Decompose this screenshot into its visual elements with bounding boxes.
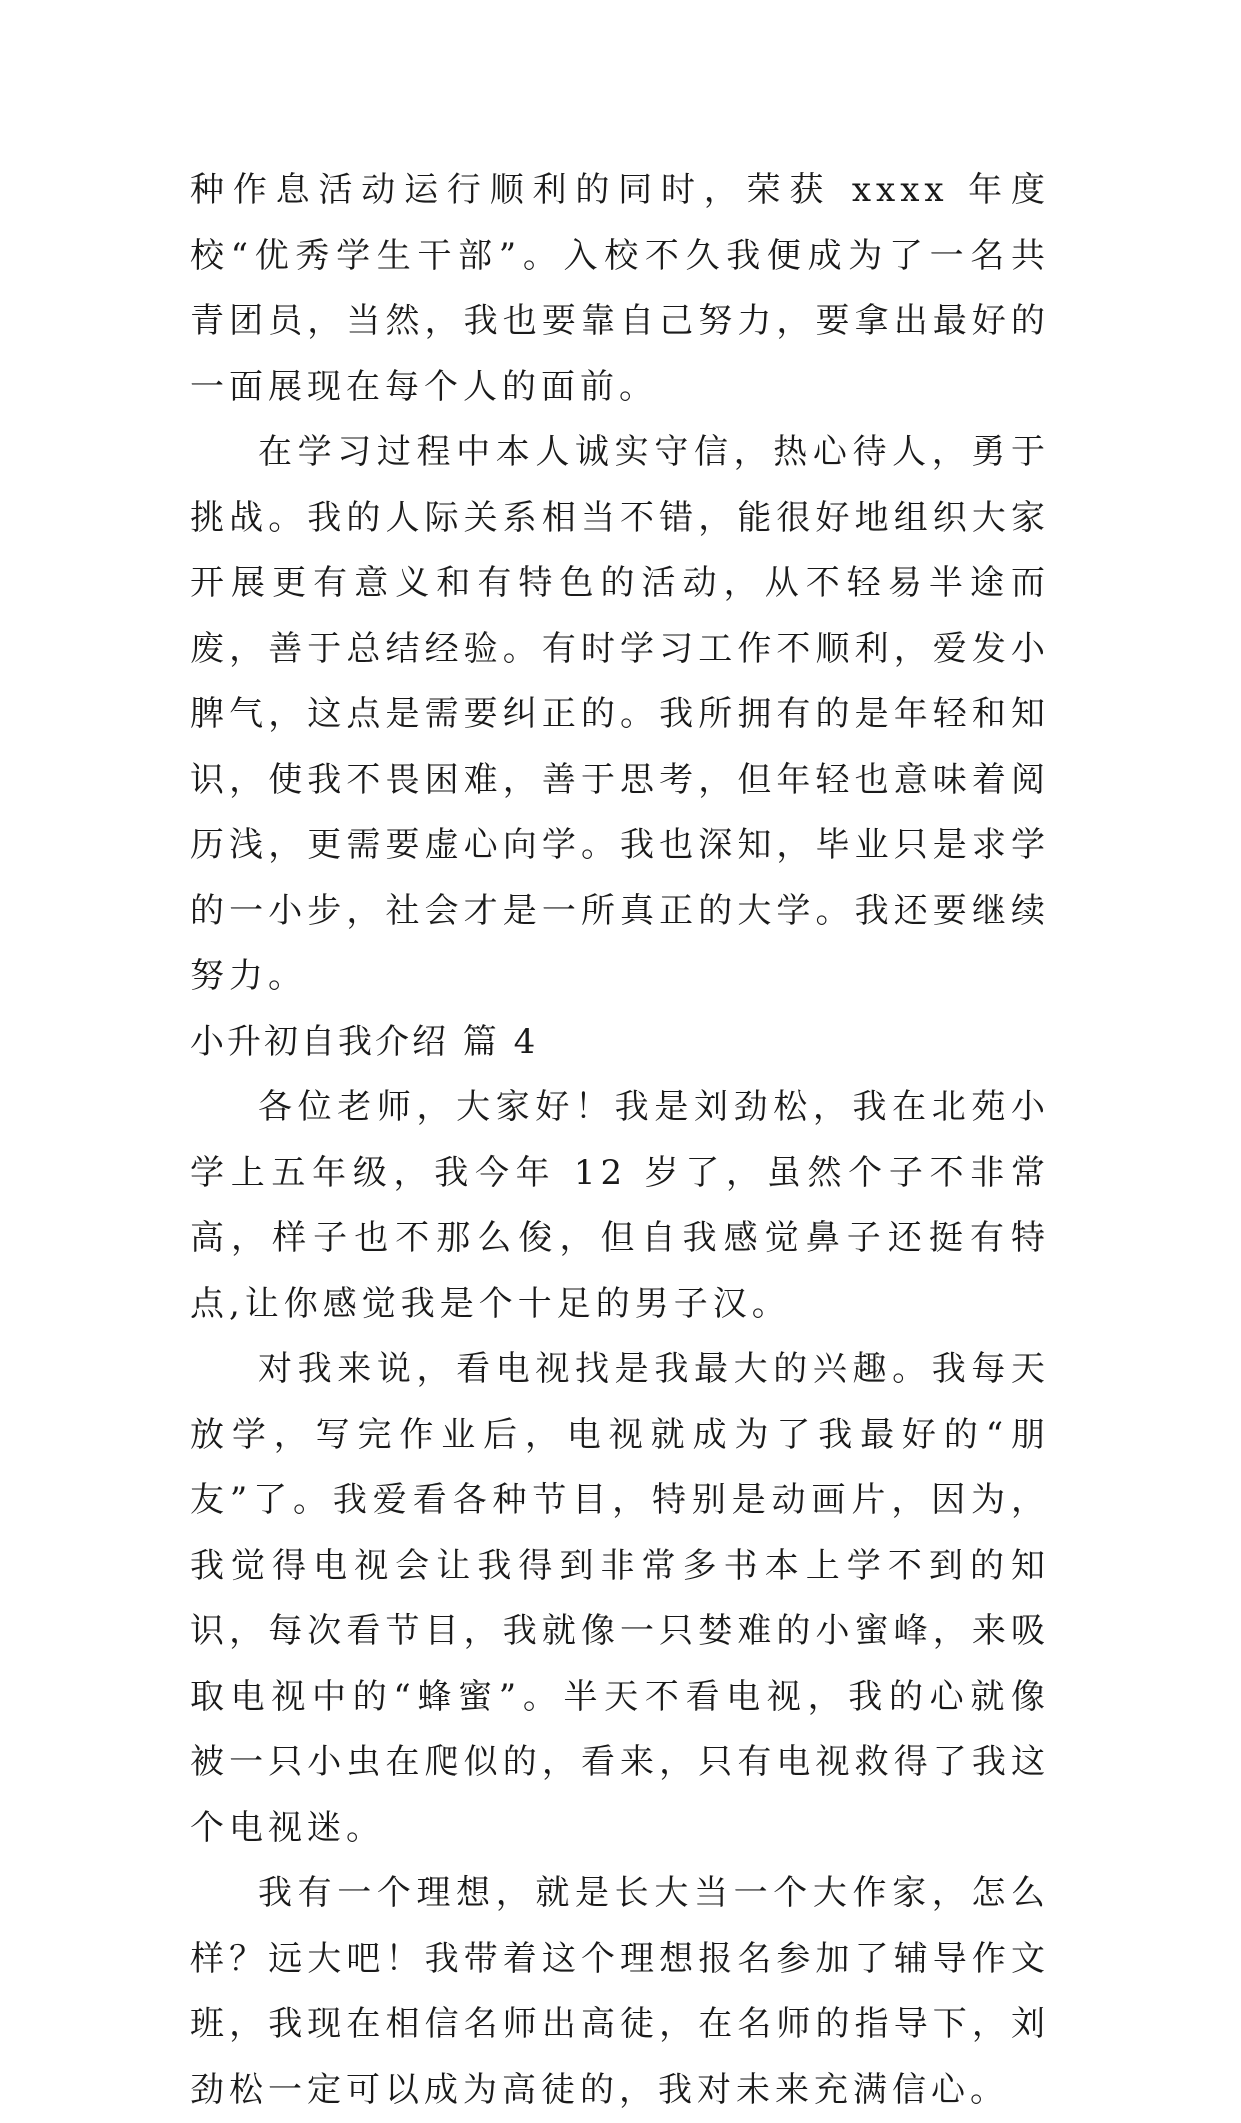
- paragraph-dream: 我有一个理想，就是长大当一个大作家，怎么样？远大吧！我带着这个理想报名参加了辅导作文班，我现在相信名师出高徒，在名师的指导下，刘劲松一定可以成为高徒的，我对未来充满信心。: [190, 1873, 1050, 2110]
- paragraph-hobby: 对我来说，看电视找是我最大的兴趣。我每天放学，写完作业后，电视就成为了我最好的“朋友”了。我爱看各种节目，特别是动画片，因为，我觉得电视会让我得到非常多书本上学不到的知识，每次看节目，我就像一只婪难的小蜜峰，来吸取电视中的“蜂蜜”。半天不看电视，我的心就像被一只小虫在爬似的，看来，只有电视救得了我这个电视迷。: [190, 1349, 1050, 1848]
- paragraph-study-attitude: 在学习过程中本人诚实守信，热心待人，勇于挑战。我的人际关系相当不错，能很好地组织大家开展更有意义和有特色的活动，从不轻易半途而废，善于总结经验。有时学习工作不顺利，爱发小脾气，这点是需要纠正的。我所拥有的是年轻和知识，使我不畏困难，善于思考，但年轻也意味着阅历浅，更需要虚心向学。我也深知，毕业只是求学的一小步，社会才是一所真正的大学。我还要继续努力。: [190, 432, 1050, 996]
- paragraph-greeting: 各位老师，大家好！我是刘劲松，我在北苑小学上五年级，我今年 12 岁了，虽然个子不非常高，样子也不那么俊，但自我感觉鼻子还挺有特点,让你感觉我是个十足的男子汉。: [190, 1087, 1050, 1324]
- paragraph-continued: 种作息活动运行顺利的同时，荣获 xxxx 年度校“优秀学生干部”。入校不久我便成为了一名共青团员，当然，我也要靠自己努力，要拿出最好的一面展现在每个人的面前。: [190, 170, 1050, 407]
- section-heading: 小升初自我介绍 篇 4: [190, 1021, 539, 1062]
- document-body: [190, 158, 1050, 2123]
